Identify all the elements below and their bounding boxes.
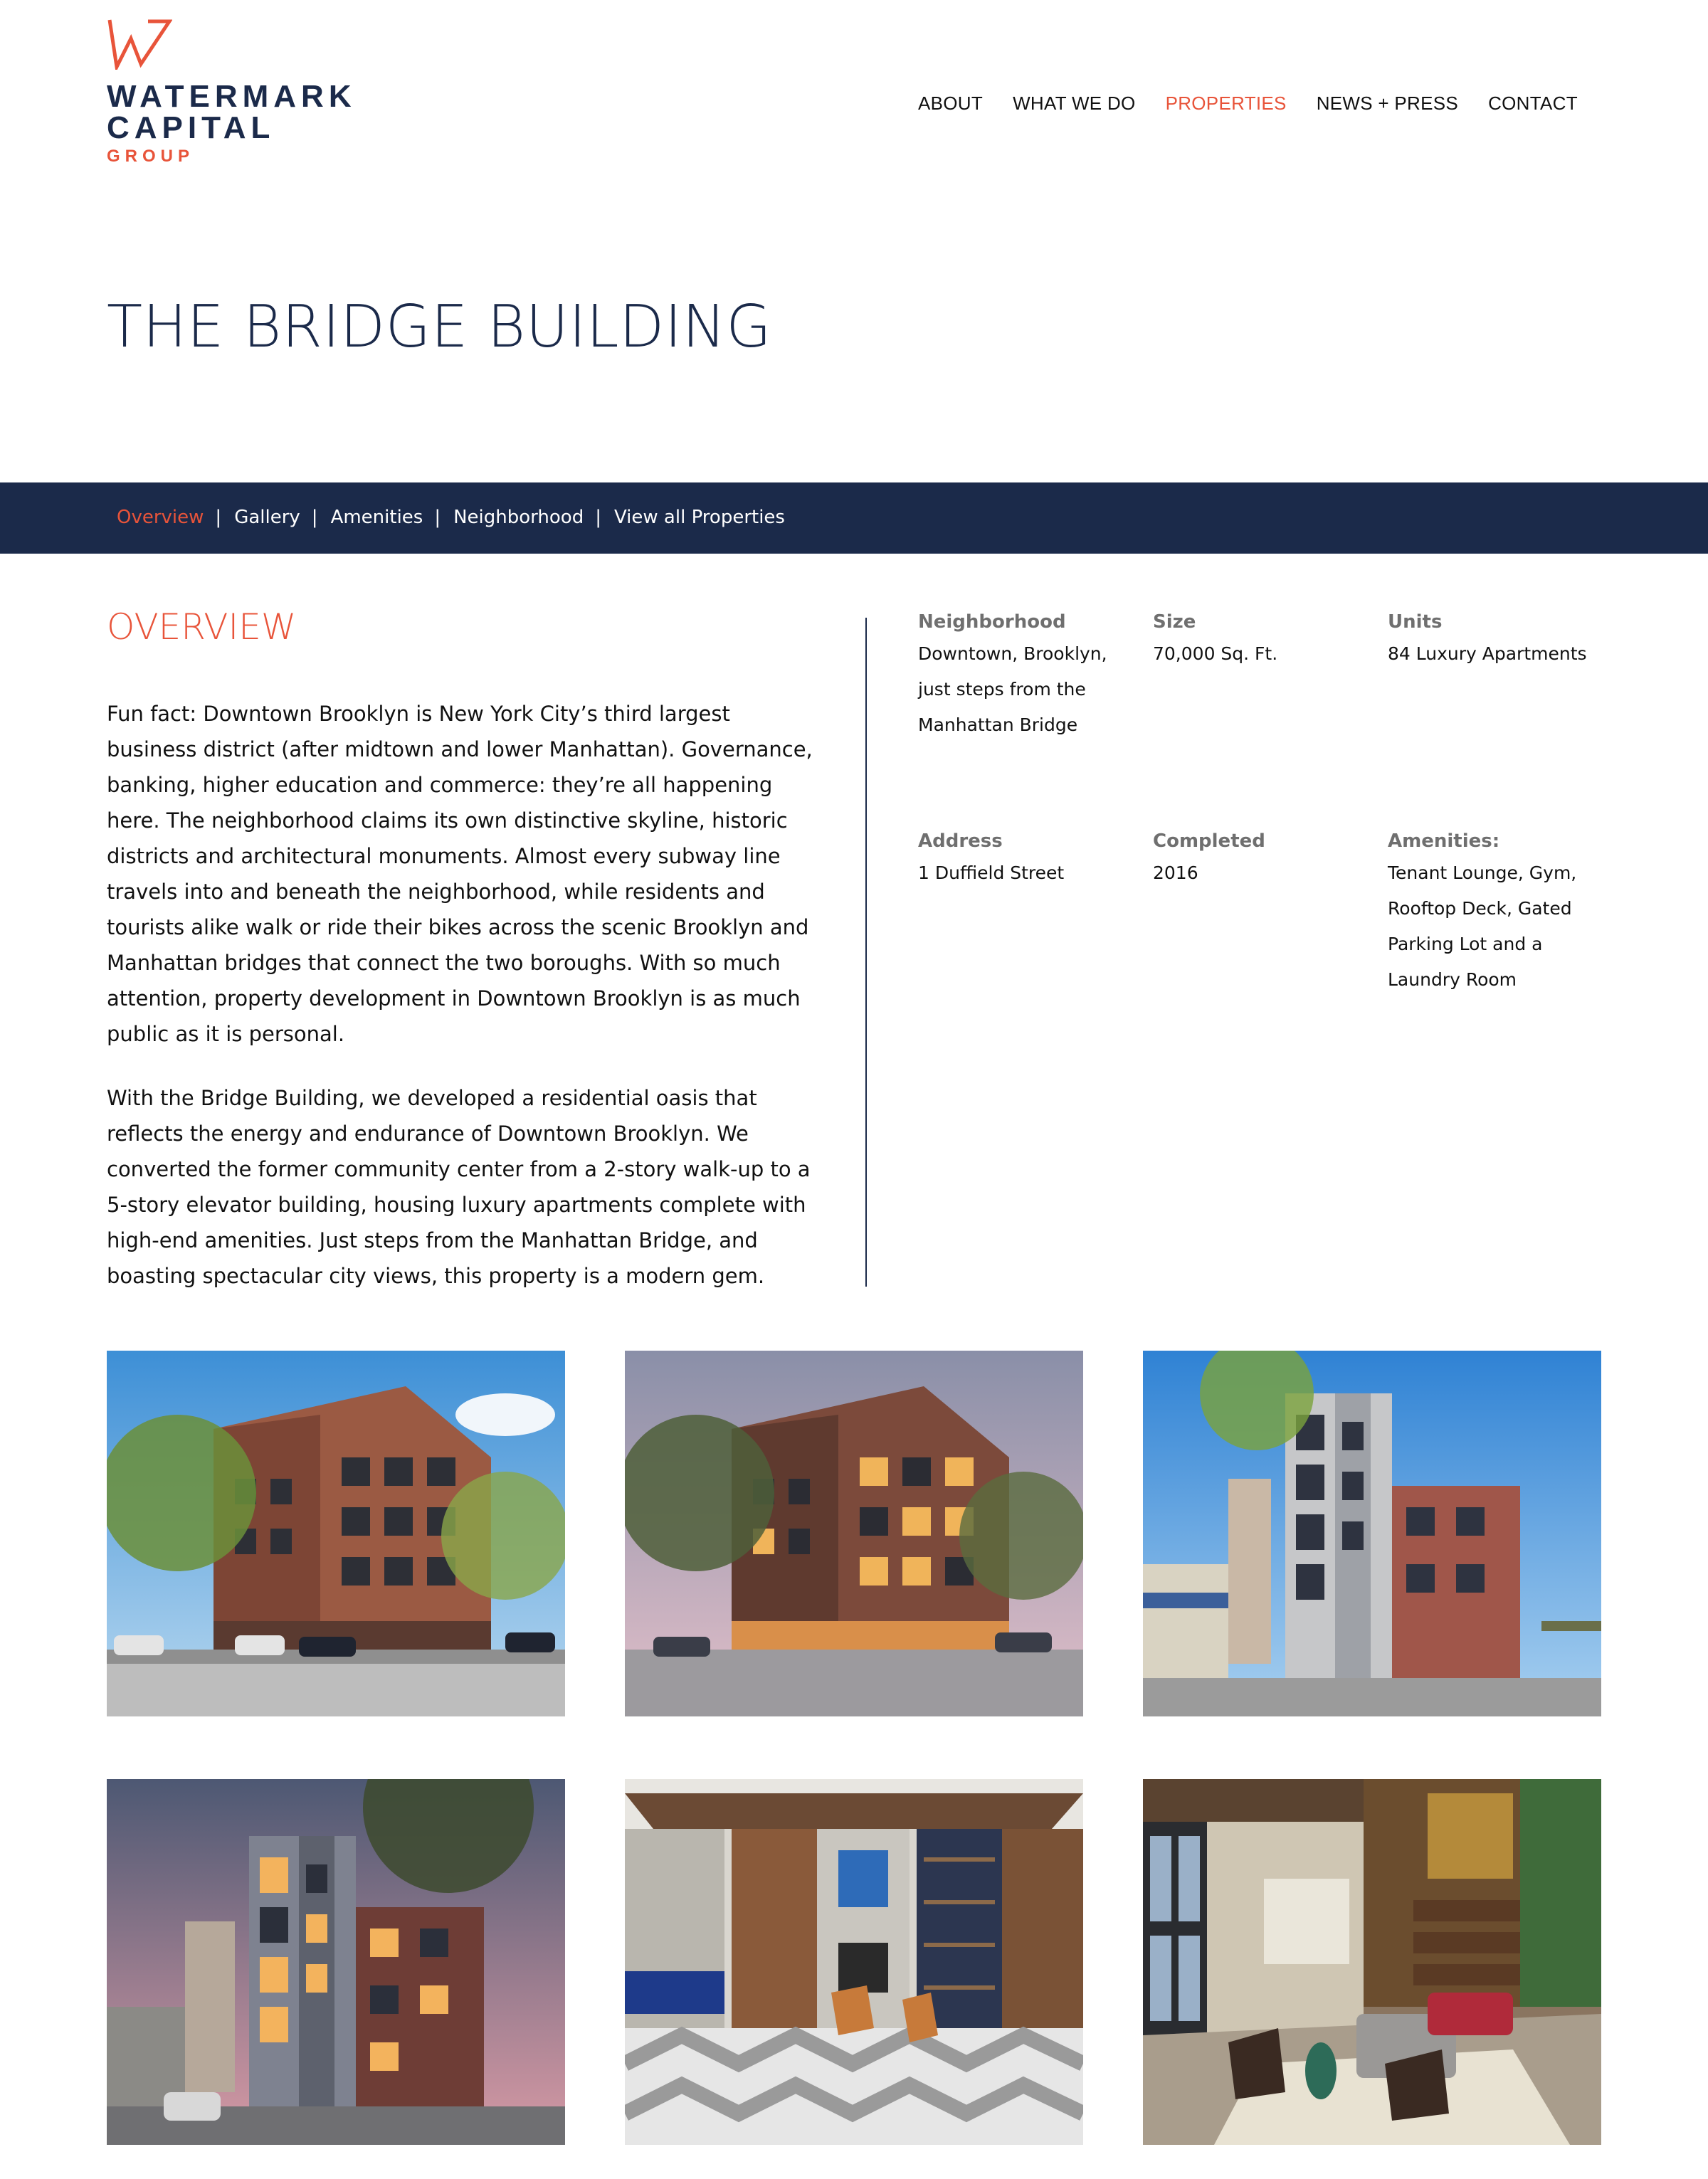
fact-value: 2016: [1153, 862, 1198, 883]
fact-completed: [1153, 828, 1374, 891]
fact-value: 84 Luxury Apartments: [1388, 643, 1587, 664]
watermark-logo-icon: [107, 17, 172, 70]
fact-units: [1388, 609, 1615, 672]
main-nav: [918, 93, 1608, 115]
fact-label: Completed: [1153, 830, 1265, 852]
brand-line-3: GROUP: [107, 147, 195, 166]
fact-label: Units: [1388, 611, 1443, 633]
page-title: THE BRIDGE BUILDING: [107, 293, 772, 361]
overview-paragraph-1: Fun fact: Downtown Brooklyn is New York City’s third largest business district (after midtown and lower Manhattan). Governance, banking, higher education and commerce: they’re all happening here. The neighborhood claims its own distinctive skyline, historic districts and architectural monuments. Almost every subway line travels into and beneath the neighborhood, while residents and tourists alike walk or ride their bikes across the scenic Brooklyn and Manhattan bridges that connect the two boroughs. With so much attention, property development in Downtown Brooklyn is as much public as it is personal.: [107, 702, 813, 1046]
brand-line-1: WATERMARK: [107, 79, 357, 114]
subnav-amenities[interactable]: Amenities: [330, 507, 423, 528]
brand-line-2: CAPITAL: [107, 110, 275, 145]
subnav-overview[interactable]: Overview: [117, 507, 204, 528]
brand-logo[interactable]: [107, 17, 377, 167]
fact-label: Neighborhood: [918, 611, 1066, 633]
nav-properties[interactable]: PROPERTIES: [1165, 93, 1287, 114]
fact-size: [1153, 609, 1374, 672]
nav-contact[interactable]: CONTACT: [1488, 93, 1578, 114]
subnav-neighborhood[interactable]: Neighborhood: [453, 507, 584, 528]
gallery-photo-lobby-lounge[interactable]: [625, 1779, 1083, 2145]
fact-address: [918, 828, 1139, 891]
subnav-gallery[interactable]: Gallery: [234, 507, 300, 528]
fact-value: Tenant Lounge, Gym, Rooftop Deck, Gated Parking Lot and a Laundry Room: [1388, 862, 1577, 990]
subnav-separator: |: [215, 507, 222, 528]
fact-value: Downtown, Brooklyn, just steps from the Manhattan Bridge: [918, 643, 1107, 735]
fact-neighborhood: [918, 609, 1132, 743]
gallery-photo-facade-day[interactable]: [1143, 1351, 1601, 1716]
subnav-separator: |: [434, 507, 441, 528]
gallery-photo-exterior-dusk[interactable]: [625, 1351, 1083, 1716]
fact-amenities: [1388, 828, 1594, 998]
fact-label: Amenities:: [1388, 830, 1500, 852]
gallery-photo-library-lounge[interactable]: [1143, 1779, 1601, 2145]
subnav-separator: |: [311, 507, 318, 528]
fact-label: Size: [1153, 611, 1196, 633]
overview-paragraph-2: With the Bridge Building, we developed a residential oasis that reflects the energy and endurance of Downtown Brooklyn. We converted the former community center from a 2-story walk-up to a 5-story elevator building, housing luxury apartments complete with high-end amenities. Just steps from the Manhattan Bridge, and boasting spectacular city views, this property is a modern gem.: [107, 1086, 811, 1288]
nav-news-press[interactable]: NEWS + PRESS: [1316, 93, 1459, 114]
overview-heading: OVERVIEW: [107, 606, 297, 648]
fact-value: 1 Duffield Street: [918, 862, 1065, 883]
nav-what-we-do[interactable]: WHAT WE DO: [1013, 93, 1136, 114]
subnav-separator: |: [595, 507, 601, 528]
nav-about[interactable]: ABOUT: [918, 93, 984, 114]
fact-label: Address: [918, 830, 1003, 852]
subnav-view-all-properties[interactable]: View all Properties: [613, 507, 785, 528]
gallery-photo-exterior-day[interactable]: [107, 1351, 565, 1716]
overview-body: [107, 696, 826, 1322]
fact-value: 70,000 Sq. Ft.: [1153, 643, 1278, 664]
section-divider: [865, 618, 867, 1287]
property-subnav: [0, 482, 1708, 554]
gallery-photo-facade-dusk[interactable]: [107, 1779, 565, 2145]
